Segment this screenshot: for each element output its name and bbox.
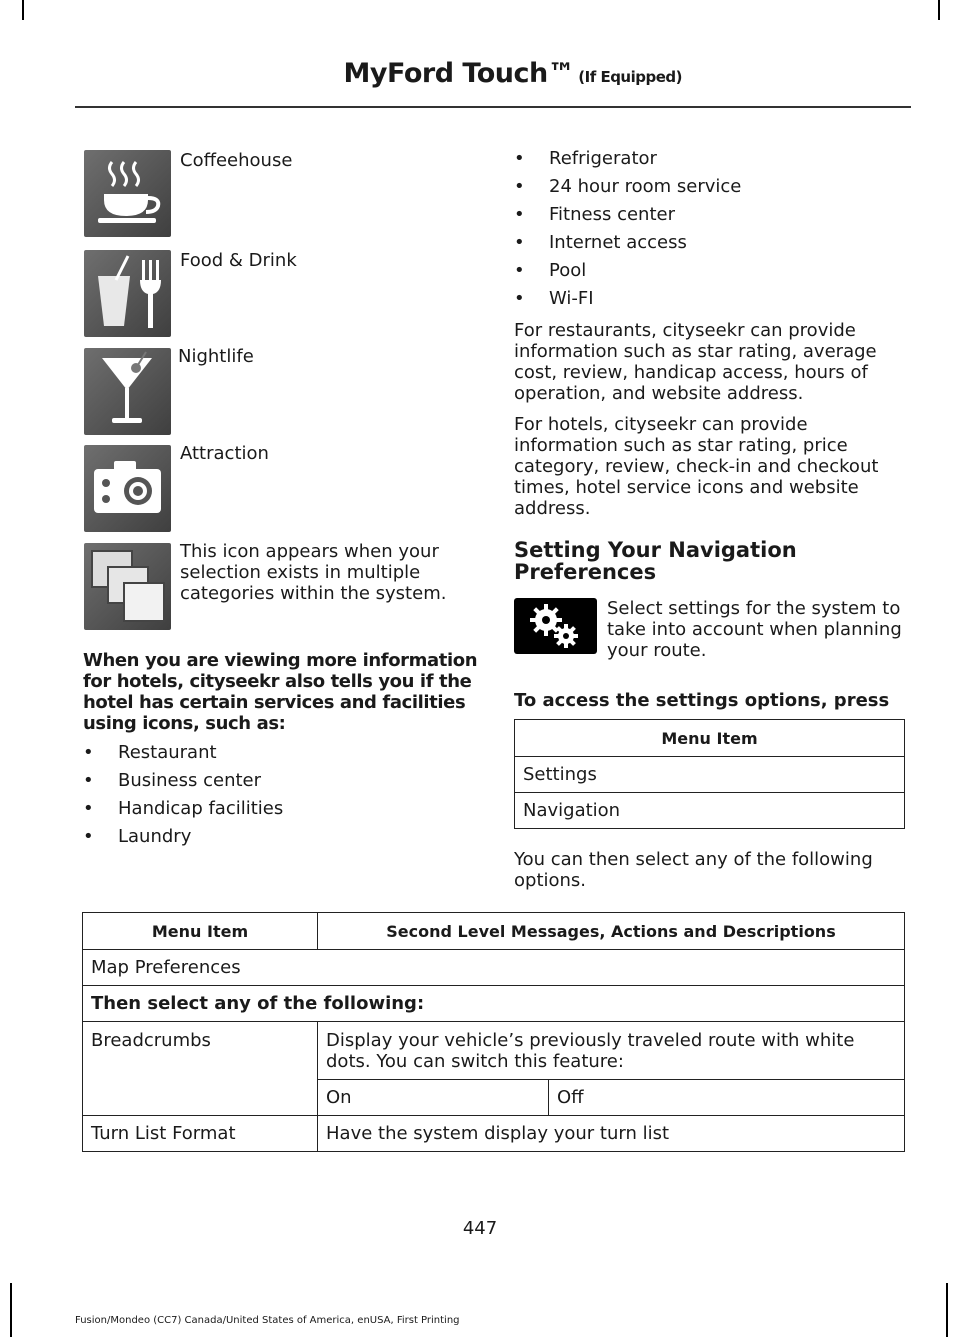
list-item: • Fitness center <box>514 204 675 225</box>
food-drink-label: Food & Drink <box>180 250 297 271</box>
hotels-paragraph: For hotels, cityseekr can provide information such as star rating, price category, review, check-in and checkout times, hotel service icons and website address. <box>514 414 879 519</box>
page-header <box>344 58 682 89</box>
menu-table <box>514 719 905 829</box>
multiple-categories-icon <box>84 543 171 630</box>
camera-icon <box>84 445 171 532</box>
access-settings-instruction: To access the settings options, press <box>514 690 890 711</box>
coffee-cup-icon <box>84 150 171 237</box>
services-list-right <box>514 148 741 316</box>
header-title: MyFord Touch™ <box>343 58 575 89</box>
hotel-services-intro: When you are viewing more information for hotels, cityseekr also tells you if the hotel has certain services and facilities using icons, such as: <box>83 650 478 734</box>
header-rule <box>75 106 911 108</box>
list-item: • 24 hour room service <box>514 176 742 197</box>
crop-mark-top-right <box>938 0 940 20</box>
col-descriptions-header: Second Level Messages, Actions and Descriptions <box>318 913 905 950</box>
list-item: • Laundry <box>83 826 192 847</box>
attraction-label: Attraction <box>180 443 269 464</box>
select-options-text: You can then select any of the following options. <box>514 849 873 891</box>
menu-item-settings: Settings <box>515 757 905 793</box>
option-off: Off <box>549 1080 905 1116</box>
multiple-categories-label: This icon appears when your selection exists in multiple categories within the system. <box>180 541 447 604</box>
option-on: On <box>318 1080 549 1116</box>
page-number: 447 <box>462 1218 498 1239</box>
turn-list-format-cell: Turn List Format <box>83 1116 318 1152</box>
map-preferences-table <box>82 912 905 1152</box>
footer-text: Fusion/Mondeo (CC7) Canada/United States of America, enUSA, First Printing <box>75 1315 460 1326</box>
menu-item-header: Menu Item <box>515 720 905 757</box>
coffeehouse-label: Coffeehouse <box>180 150 293 171</box>
crop-mark-bottom-right <box>946 1283 948 1337</box>
restaurants-paragraph: For restaurants, cityseekr can provide information such as star rating, average cost, review, handicap access, hours of operation, and website address. <box>514 320 877 404</box>
breadcrumbs-cell: Breadcrumbs <box>83 1022 318 1116</box>
crop-mark-top-left <box>22 0 24 20</box>
then-select-row: Then select any of the following: <box>83 986 905 1022</box>
nightlife-label: Nightlife <box>178 346 254 367</box>
col-menu-item-header: Menu Item <box>83 913 318 950</box>
list-item: • Wi-FI <box>514 288 594 309</box>
services-list-left <box>83 742 283 854</box>
map-preferences-row: Map Preferences <box>83 950 905 986</box>
list-item: • Refrigerator <box>514 148 657 169</box>
turn-list-format-description: Have the system display your turn list <box>318 1116 905 1152</box>
list-item: • Restaurant <box>83 742 217 763</box>
list-item: • Internet access <box>514 232 687 253</box>
list-item: • Business center <box>83 770 262 791</box>
settings-gears-icon <box>514 598 597 654</box>
food-drink-icon <box>84 250 171 337</box>
header-subtitle: (If Equipped) <box>578 68 682 86</box>
settings-icon-description: Select settings for the system to take into account when planning your route. <box>607 598 902 661</box>
cocktail-glass-icon <box>84 348 171 435</box>
section-title: Setting Your Navigation Preferences <box>514 538 797 584</box>
menu-item-navigation: Navigation <box>515 793 905 829</box>
breadcrumbs-description: Display your vehicle’s previously traveled route with white dots. You can switch this feature: <box>318 1022 905 1080</box>
list-item: • Handicap facilities <box>83 798 284 819</box>
crop-mark-bottom-left <box>10 1283 12 1337</box>
list-item: • Pool <box>514 260 587 281</box>
